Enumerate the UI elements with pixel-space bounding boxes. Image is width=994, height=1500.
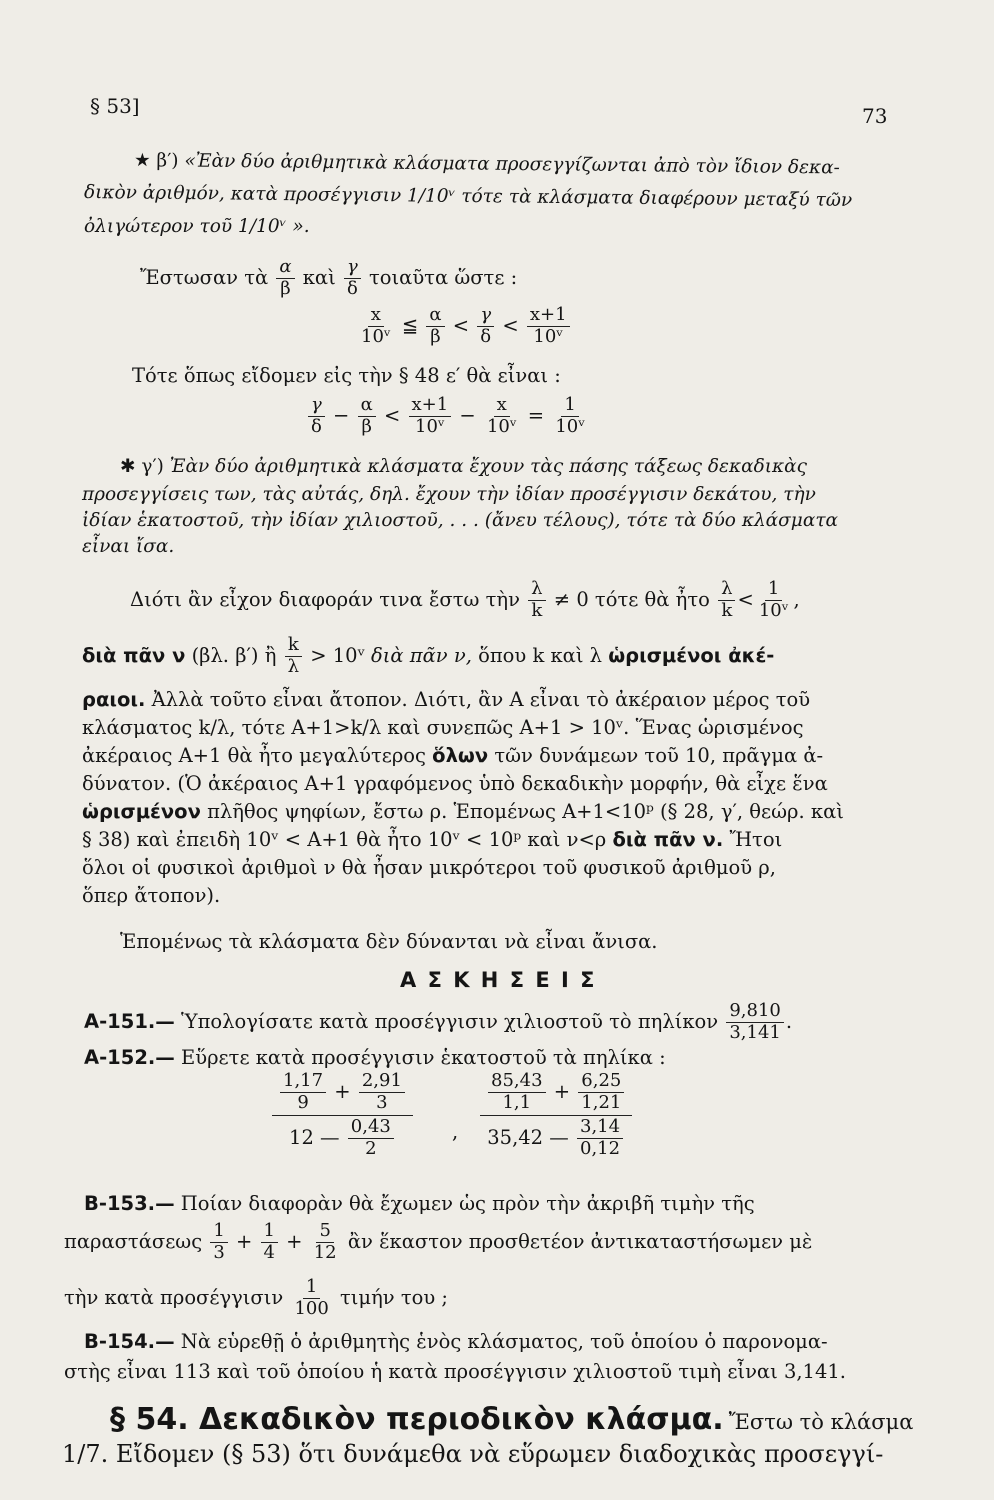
eq3-text: Τότε ὅπως εἴδομεν εἰς τὴν § 48 ε′ θὰ εἶναι : bbox=[132, 364, 561, 387]
exercise-b153-line3: τὴν κατὰ προσέγγισιν $\frac{1}{100}$ τιμήν του ; bbox=[64, 1276, 448, 1319]
section-54-line1: § 54. Δεκαδικὸν περιοδικὸν κλάσμα. Ἔστω τὸ κλάσμα bbox=[110, 1402, 914, 1437]
eq2: $\frac{x}{\text{10ᵛ}}$ ≦ $\frac{\alpha}{\beta}$ < $\frac{\gamma}{\delta}$ < $\frac{x+1}{\text{10ᵛ}}$ bbox=[356, 306, 572, 347]
frac-lambda-k: $\frac{\lambda}{k}$ bbox=[528, 580, 545, 621]
comma: , bbox=[452, 1120, 459, 1143]
eq3: $\frac{\gamma}{\delta}$ − $\frac{\alpha}{\beta}$ < $\frac{x+1}{\text{10ᵛ}}$ − $\frac{x}{\text{10ᵛ}}$ = $\frac{1}{\text{10ᵛ}}$ bbox=[306, 396, 590, 437]
frac-x-10v-3: $\frac{x}{\text{10ᵛ}}$ bbox=[486, 394, 517, 437]
exercise-a152: Α-152.— Εὕρετε κατὰ προσέγγισιν ἑκατοστοῦ τὰ πηλίκα : bbox=[84, 1046, 666, 1069]
section-marker: § 53] bbox=[90, 94, 140, 118]
frac-alpha-beta: $\frac{\alpha}{\beta}$ bbox=[276, 258, 294, 299]
eq1-and: καὶ bbox=[302, 265, 336, 289]
frac-k-lambda: $\frac{k}{\lambda}$ bbox=[285, 636, 302, 677]
proof-conclusion: Ἑπομένως τὰ κλάσματα δὲν δύνανται νὰ εἶναι ἄνισα. bbox=[120, 930, 658, 953]
frac-gamma-delta-3: $\frac{\gamma}{\delta}$ bbox=[308, 396, 325, 437]
prop-c-line1 bbox=[120, 456, 807, 477]
prop-b-line2: δικὸν ἀριθμόν, κατὰ προσέγγισιν 1/10ᵛ τότε τὰ κλάσματα διαφέρουν μεταξύ τῶν bbox=[83, 182, 853, 212]
exercise-b154-line2: στὴς εἶναι 113 καὶ τοῦ ὁποίου ἡ κατὰ προσέγγισιν χιλιοστοῦ τιμὴ εἶναι 3,141. bbox=[64, 1360, 846, 1383]
prop-c-line2: προσεγγίσεις των, τὰς αὐτάς, δηλ. ἔχουν τὴν ἰδίαν προσέγγισιν δεκάτου, τὴν bbox=[82, 484, 816, 505]
prop-b-line3: ὀλιγώτερον τοῦ 1/10ᵛ ». bbox=[84, 216, 310, 237]
frac-x-10v: $\frac{x}{\text{10ᵛ}}$ bbox=[361, 304, 391, 347]
frac-x1-10v-3: $\frac{x+1}{\text{10ᵛ}}$ bbox=[409, 396, 452, 437]
eq1-tail: τοιαῦτα ὥστε : bbox=[368, 265, 518, 289]
frac-1-100: $\frac{1}{100}$ bbox=[294, 1276, 329, 1319]
proof-line2: διὰ πᾶν ν (βλ. β′) ἢ $\frac{k}{\lambda}$ > 10ᵛ διὰ πᾶν ν, ὅπου k καὶ λ ὡρισμένοι ἀκέ- bbox=[82, 634, 775, 677]
prop-c-line3: ἰδίαν ἑκατοστοῦ, τὴν ἰδίαν χιλιοστοῦ, . . . (ἄνευ τέλους), τότε τὰ δύο κλάσματα bbox=[82, 510, 839, 531]
prop-c-line4: εἶναι ἴσα. bbox=[82, 536, 175, 557]
section-54-line2: 1/7. Εἴδομεν (§ 53) ὅτι δυνάμεθα νὰ εὕρωμεν διαδοχικὰς προσεγγί- bbox=[62, 1440, 884, 1468]
section-54-heading: § 54. Δεκαδικὸν περιοδικὸν κλάσμα. bbox=[110, 1402, 724, 1437]
prop-c-text1: Ἐὰν δύο ἀριθμητικὰ κλάσματα ἔχουν τὰς πάσης τάξεως δεκαδικὰς bbox=[169, 456, 807, 477]
frac-gamma-delta: $\frac{\gamma}{\delta}$ bbox=[344, 258, 361, 299]
frac-1-3: $\frac{1}{3}$ bbox=[210, 1222, 227, 1263]
exercises-title: Α Σ Κ Η Σ Ε Ι Σ bbox=[400, 968, 597, 992]
exercise-a151: Α-151.— Ὑπολογίσατε κατὰ προσέγγισιν χιλιοστοῦ τὸ πηλίκον $\frac{9,810}{3,141}$ . bbox=[84, 1000, 793, 1043]
compound-fraction-1: $\frac{1,17}{9}$ + $\frac{2,91}{3}$ 12 — $\frac{0,43}{2}$ bbox=[272, 1072, 413, 1159]
frac-alpha-beta-3: $\frac{\alpha}{\beta}$ bbox=[358, 396, 376, 437]
eq1 bbox=[140, 258, 517, 299]
frac-5-12: $\frac{5}{12}$ bbox=[313, 1220, 337, 1263]
frac-1-10v-3: $\frac{1}{\text{10ᵛ}}$ bbox=[555, 394, 585, 437]
exercise-b154-line1: Β-154.— Νὰ εὑρεθῇ ὁ ἀριθμητὴς ἑνὸς κλάσματος, τοῦ ὁποίου ὁ παρονομα- bbox=[84, 1330, 828, 1353]
proof-line1: Διότι ἂν εἶχον διαφοράν τινα ἔστω τὴν $\frac{\lambda}{k}$ ≠ 0 τότε θὰ ἦτο $\frac{\lambda}{k}$ < $\frac{1}{\text{10ᵛ}}$ , bbox=[130, 578, 800, 621]
frac-lambda-k-2: $\frac{\lambda}{k}$ bbox=[718, 580, 735, 621]
frac-1-10v: $\frac{1}{\text{10ᵛ}}$ bbox=[758, 578, 789, 621]
page-number: 73 bbox=[862, 104, 888, 128]
frac-gamma-delta-2: $\frac{\gamma}{\delta}$ bbox=[477, 306, 494, 347]
frac-alpha-beta-2: $\frac{\alpha}{\beta}$ bbox=[426, 306, 444, 347]
frac-x1-10v: $\frac{x+1}{\text{10ᵛ}}$ bbox=[527, 306, 570, 347]
eq1-lead: Ἔστωσαν τὰ bbox=[140, 265, 269, 289]
frac-9810-3141: $\frac{9,810}{3,141}$ bbox=[726, 1002, 784, 1043]
prop-b-text1: «Ἐὰν δύο ἀριθμητικὰ κλάσματα προσεγγίζωνται ἀπὸ τὸν ἴδιον δεκα- bbox=[184, 150, 840, 179]
prop-b-label: ★ β′) bbox=[133, 150, 179, 172]
compound-fraction-2: $\frac{85,43}{1,1}$ + $\frac{6,25}{1,21}$ 35,42 — $\frac{3,14}{0,12}$ bbox=[480, 1072, 632, 1159]
proof-paragraph: ραιοι. Ἀλλὰ τοῦτο εἶναι ἄτοπον. Διότι, ἂν Α εἶναι τὸ ἀκέραιον μέρος τοῦ κλάσματος k/λ, τότε Α+1>k/λ καὶ συνεπῶς Α+1 > 10ᵛ. Ἕνας ὡρισμένος ἀκέραιος Α+1 θὰ ἦτο μεγαλύτερος ὅλων τῶν δυνάμεων τοῦ 10, πρᾶγμα ἀ- δύνατον. (Ὁ ἀκέραιος Α+1 γραφόμενος ὑπὸ δεκαδικὴν μορφήν, θὰ εἶχε ἕνα ὡρισμένον πλῆθος ψηφίων, ἔστω ρ. Ἑπομένως Α+1<10ᵖ (§ 28, γ′, θεώρ. καὶ § 38) καὶ ἐπειδὴ 10ᵛ < Α+1 θὰ ἦτο 10ᵛ < 10ᵖ καὶ ν<ρ διὰ πᾶν ν. Ἤτοι ὅλοι οἱ φυσικοὶ ἀριθμοὶ ν θὰ ἦσαν μικρότεροι τοῦ φυσικοῦ ἀριθμοῦ ρ, ὅπερ ἄτοπον). bbox=[82, 688, 844, 907]
prop-c-label: ✱ γ′) bbox=[120, 456, 164, 477]
exercise-b153-line2: παραστάσεως $\frac{1}{3}$ + $\frac{1}{4}$ + $\frac{5}{12}$ ἂν ἕκαστον προσθετέον ἀντικαταστήσωμεν μὲ bbox=[64, 1220, 813, 1263]
exercise-b153-line1: Β-153.— Ποίαν διαφορὰν θὰ ἔχωμεν ὡς πρὸν τὴν ἀκριβῆ τιμὴν τῆς bbox=[84, 1192, 755, 1215]
prop-b-line1 bbox=[134, 150, 840, 178]
frac-1-4: $\frac{1}{4}$ bbox=[261, 1222, 278, 1263]
